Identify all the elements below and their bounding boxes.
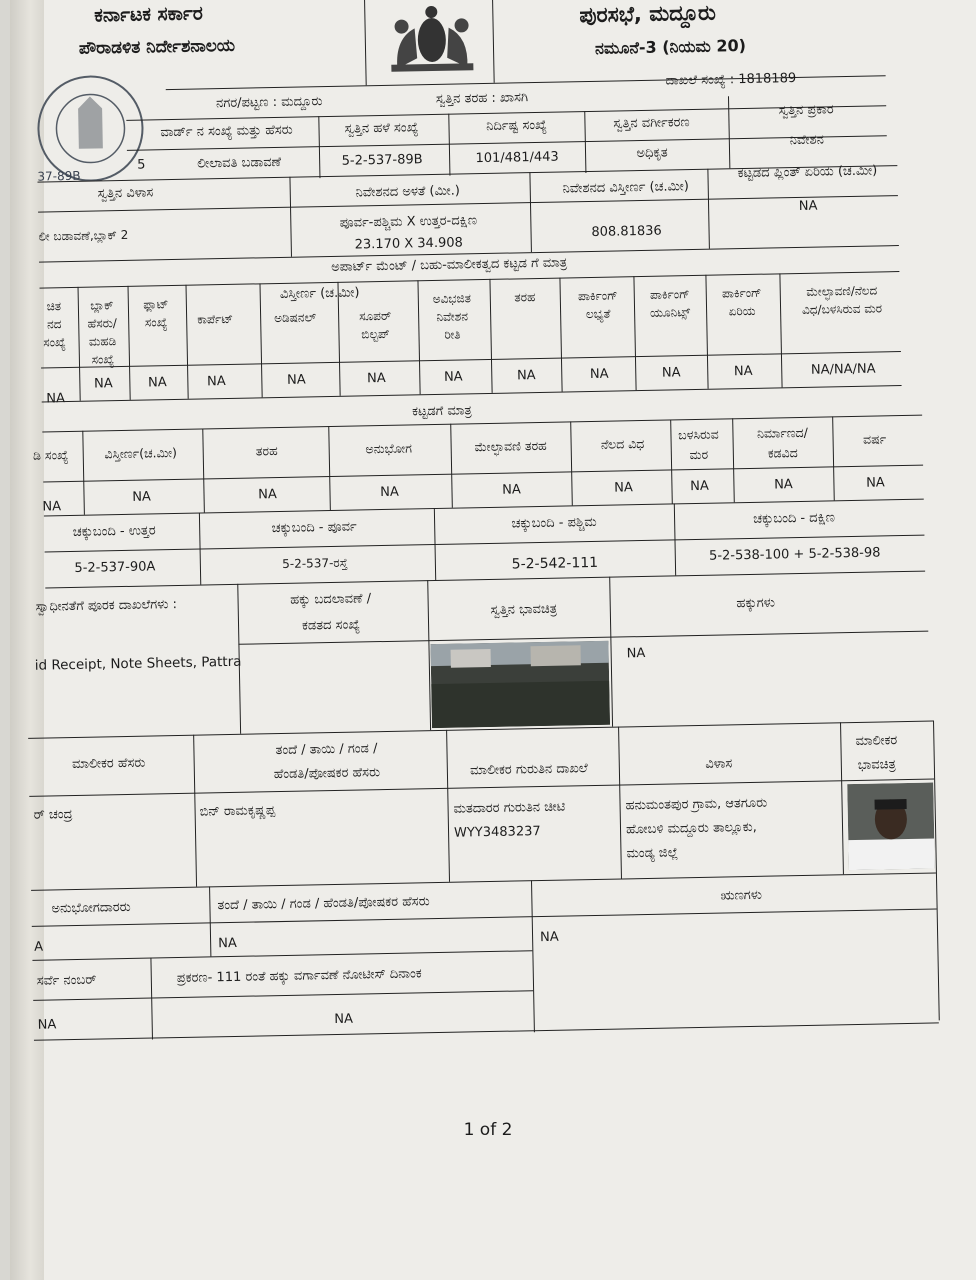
apartment-header-1-line-0: ಬ್ಲಾಕ್ [90, 298, 114, 313]
owner-id-header: ಮಾಲೀಕರ ಗುರುತಿನ ದಾಖಲೆ [469, 761, 588, 779]
building-col-divider-0 [82, 431, 85, 515]
rights-value: NA [626, 646, 646, 662]
dimension-header: ನಿವೇಶನದ ಅಳತೆ (ಮೀ.) [355, 183, 461, 201]
building-col-divider-5 [670, 419, 673, 503]
building-col-divider-7 [832, 416, 835, 500]
apartment-header-9-line-1: ಯೂನಿಟ್ಸ್ [649, 305, 691, 320]
apartment-header-7-line-0: ತರಹ [514, 290, 536, 305]
apartment-title: ಅಪಾರ್ಟ್ ಮೆಂಟ್ / ಬಹು-ಮಾಲೀಕತ್ವದ ಕಟ್ಟಡ ಗೆ ಮಾತ್ರ [331, 255, 568, 275]
old-no-header: ಸ್ವತ್ತಿನ ಹಳೆ ಸಂಖ್ಯೆ [344, 120, 419, 137]
stamp-text: 37-89B [37, 168, 81, 184]
karnataka-emblem-icon [376, 0, 488, 79]
classification-value: ಅಧಿಕೃತ [636, 145, 668, 162]
docs-header: ಸ್ವಾಧೀನತೆಗೆ ಪೂರಕ ದಾಖಲೆಗಳು : [35, 596, 178, 615]
apartment-header-2-line-1: ಸಂಖ್ಯೆ [144, 315, 168, 330]
plinth-header: ಕಟ್ಟಡದ ಪ್ಲಿಂತ್ ಏರಿಯ (ಚ.ಮೀ) [737, 163, 878, 182]
owner-relation-header-1: ತಂದೆ / ತಾಯಿ / ಗಂಡ / [275, 741, 378, 759]
photo-header: ಸ್ವತ್ತಿನ ಭಾವಚಿತ್ರ [490, 601, 558, 618]
apartment-col-divider-1 [128, 286, 131, 400]
apartment-header-8-line-1: ಲಭ್ಯತೆ [585, 306, 611, 322]
building-header-0-line-0: ಡಿ ಸಂಖ್ಯೆ [32, 447, 69, 463]
owner-relation-value: ಬಿನ್ ರಾಮಕೃಷ್ಣಪ್ಪ [199, 803, 276, 820]
building-value-7: NA [773, 477, 793, 493]
apartment-value-6: NA [443, 369, 463, 385]
docs-value: id Receipt, Note Sheets, Pattra [34, 653, 242, 674]
directorate-title: ಪೌರಾಡಳಿತ ನಿರ್ದೇಶನಾಲಯ [78, 35, 236, 59]
apartment-col-divider-6 [489, 279, 492, 393]
survey-header: ಸರ್ವೆ ನಂಬರ್ [36, 972, 97, 989]
apartment-col-divider-5 [417, 280, 420, 394]
transfer-header-2: ಕಡತದ ಸಂಖ್ಯೆ [301, 617, 361, 634]
building-col-divider-4 [570, 421, 573, 505]
survey-value: NA [37, 1017, 57, 1033]
building-header-6-line-0: ಬಳಸಿರುವ [678, 426, 719, 443]
building-title: ಕಟ್ಟಡಗೆ ಮಾತ್ರ [412, 403, 472, 420]
building-header-3-line-0: ಅನುಭೋಗ [365, 440, 413, 457]
apartment-col-divider-10 [779, 273, 782, 387]
assessment-header: ನಿರ್ದಿಷ್ಟ ಸಂಖ್ಯೆ [486, 117, 548, 134]
address-value: ಲೀ ಬಡಾವಣೆ,ಬ್ಲಾಕ್ 2 [38, 227, 129, 244]
owner-address-header: ವಿಳಾಸ [705, 756, 733, 772]
apartment-value-2: NA [147, 375, 167, 391]
building-header-7-line-1: ಕಡವಿದ [767, 445, 798, 461]
owner-photo-header-2: ಭಾವಚಿತ್ರ [857, 757, 896, 773]
building-col-divider-3 [450, 424, 453, 508]
apartment-header-5-line-1: ಬಿಲ್ಟಪ್ [361, 326, 390, 342]
apartment-value-8: NA [589, 366, 609, 383]
building-value-0: NA [42, 499, 62, 515]
rights-header: ಹಕ್ಕುಗಳು [736, 595, 776, 612]
apartment-header-4-line-0: ಅಡಿಷನಲ್ [274, 310, 317, 326]
building-value-3: NA [380, 484, 399, 501]
plinth-value: NA [798, 198, 818, 214]
apartment-header-1-line-3: ಸಂಖ್ಯೆ [91, 352, 115, 367]
owner-address-line2: ಹೋಬಳಿ ಮದ್ದೂರು ತಾಲ್ಲೂಕು, [625, 819, 757, 838]
ward-number: 5 [137, 157, 146, 173]
apartment-value-11: NA/NA/NA [810, 361, 876, 378]
building-header-7-line-0: ನಿರ್ಮಾಣದ/ [756, 424, 809, 441]
apartment-value-3: NA [206, 374, 226, 390]
boundary-south-value: 5-2-538-100 + 5-2-538-98 [708, 545, 881, 564]
old-no-value: 5-2-537-89B [341, 152, 423, 169]
area-header: ನಿವೇಶನದ ವಿಸ್ತೀರ್ಣ (ಚ.ಮೀ) [562, 179, 689, 197]
boundary-west-value: 5-2-542-111 [511, 554, 599, 573]
apartment-value-10: NA [733, 363, 753, 380]
building-col-divider-6 [732, 418, 735, 502]
apartment-col-divider-2 [185, 285, 188, 399]
apartment-col-divider-8 [633, 276, 636, 390]
dimension-line2: 23.170 X 34.908 [354, 235, 463, 253]
dimension-line1: ಪೂರ್ವ-ಪಶ್ಚಿಮ X ಉತ್ತರ-ದಕ್ಷಿಣ [339, 213, 478, 231]
area-value: 808.81836 [591, 223, 662, 240]
building-header-1-line-0: ವಿಸ್ತೀರ್ಣ(ಚ.ಮೀ) [104, 444, 178, 462]
apartment-area-group: ವಿಸ್ತೀರ್ಣ (ಚ.ಮೀ) [279, 285, 360, 302]
apartment-header-6-line-2: ರೀತಿ [444, 327, 461, 342]
owner-photo-header-1: ಮಾಲೀಕರ [855, 733, 898, 749]
building-value-4: NA [502, 482, 521, 498]
building-col-divider-1 [202, 428, 205, 512]
occupant-header: ಅನುಭೋಗದಾರರು [51, 899, 131, 917]
kind-header: ಸ್ವತ್ತಿನ ಪ್ರಕಾರ [778, 102, 834, 119]
building-value-5: NA [614, 480, 633, 496]
notice-value: NA [334, 1011, 354, 1028]
owner-name-header: ಮಾಲೀಕರ ಹೆಸರು [71, 755, 146, 773]
apartment-header-3-line-0: ಕಾರ್ಪೆಟ್ [197, 311, 234, 327]
town-label: ನಗರ/ಪಟ್ಟಣ : ಮದ್ದೂರು [215, 94, 323, 112]
apartment-header-9-line-0: ಪಾರ್ಕಿಂಗ್ [649, 287, 690, 302]
apartment-header-8-line-0: ಪಾರ್ಕಿಂಗ್ [577, 288, 618, 304]
apartment-header-11-line-1: ವಿಧ/ಬಳಸಿರುವ ಮರ [801, 301, 883, 317]
apartment-header-10-line-1: ಏರಿಯ [728, 303, 756, 319]
building-header-5-line-0: ನೆಲದ ವಿಧ [600, 435, 645, 452]
assessment-value: 101/481/443 [475, 149, 559, 167]
property-photo [430, 641, 610, 728]
boundary-south-label: ಚಕ್ಕುಬಂದಿ - ದಕ್ಷಿಣ [753, 510, 836, 527]
apartment-value-9: NA [661, 365, 681, 381]
kind-value: ನಿವೇಶನ [789, 132, 825, 149]
boundary-north-value: 5-2-537-90A [74, 559, 156, 576]
property-type-label: ಸ್ವತ್ತಿನ ತರಹ : ಖಾಸಗಿ [435, 90, 529, 107]
owner-address-line3: ಮಂಡ್ಯ ಜಿಲ್ಲೆ [626, 845, 679, 862]
occupant-relation-header: ತಂದೆ / ತಾಯಿ / ಗಂಡ / ಹೆಂಡತಿ/ಪೋಷಕರ ಹೆಸರು [217, 894, 430, 914]
boundary-east-value: 5-2-537-ರಸ್ತೆ [282, 555, 348, 571]
boundary-north-label: ಚಕ್ಕುಬಂದಿ - ಉತ್ತರ [72, 523, 156, 540]
apartment-col-divider-3 [259, 283, 262, 397]
apartment-header-0-line-2: ಸಂಖ್ಯೆ [43, 335, 66, 350]
municipality-title: ಪುರಸಭೆ, ಮದ್ದೂರು [579, 0, 717, 28]
ward-name: ಲೀಲಾವತಿ ಬಡಾವಣೆ [197, 154, 282, 172]
apartment-value-5: NA [366, 370, 386, 387]
owner-photo [847, 782, 935, 870]
apartment-header-6-line-1: ನಿವೇಶನ [436, 309, 469, 324]
loans-value: NA [539, 929, 559, 946]
building-header-6-line-1: ಮರ [689, 446, 709, 463]
address-header: ಸ್ವತ್ತಿನ ವಿಳಾಸ [97, 185, 154, 202]
building-header-2-line-0: ತರಹ [255, 443, 278, 459]
apartment-header-0-line-1: ನದ [46, 317, 62, 332]
building-col-divider-2 [328, 426, 331, 510]
apartment-header-10-line-0: ಪಾರ್ಕಿಂಗ್ [721, 285, 762, 301]
building-header-4-line-0: ಮೇಲ್ಛಾವಣಿ ತರಹ [474, 437, 547, 455]
occupant-value: A [34, 939, 44, 955]
apartment-col-divider-0 [78, 287, 81, 401]
page-number: 1 of 2 [463, 1120, 513, 1140]
transfer-header-1: ಹಕ್ಕು ಬದಲಾವಣೆ / [289, 591, 372, 608]
notice-header: ಪ್ರಕರಣ- 111 ರಂತೆ ಹಕ್ಕು ವರ್ಗಾವಣೆ ನೋಟೀಸ್ ದಿನಾಂಕ [176, 966, 422, 987]
apartment-col-divider-9 [705, 275, 708, 389]
apartment-header-1-line-2: ಮಹಡಿ [88, 334, 117, 349]
apartment-header-1-line-1: ಹೆಸರು/ [87, 316, 118, 331]
building-value-1: NA [132, 489, 152, 505]
occupant-relation-value: NA [218, 935, 237, 952]
apartment-value-1: NA [93, 376, 113, 392]
building-value-2: NA [258, 487, 277, 503]
apartment-header-2-line-0: ಫ್ಲಾಟ್ [143, 297, 169, 312]
apartment-header-5-line-0: ಸೂಪರ್ [359, 308, 392, 324]
owner-address-line1: ಹನುಮಂತಪುರ ಗ್ರಾಮ, ಆತಗೂರು [625, 795, 768, 814]
government-title: ಕರ್ನಾಟಕ ಸರ್ಕಾರ [94, 2, 203, 27]
boundary-west-label: ಚಕ್ಕುಬಂದಿ - ಪಶ್ಚಿಮ [511, 514, 597, 532]
apartment-header-0-line-0: ಚಿತ [46, 299, 62, 314]
apartment-col-divider-7 [559, 278, 562, 392]
building-value-8: NA [865, 475, 885, 491]
classification-header: ಸ್ವತ್ತಿನ ವರ್ಗೀಕರಣ [613, 115, 690, 132]
owner-id-value: WYY3483237 [453, 824, 541, 841]
owner-relation-header-2: ಹೆಂಡತಿ/ಪೋಷಕರ ಹೆಸರು [273, 765, 381, 783]
boundary-east-label: ಚಕ್ಕುಬಂದಿ - ಪೂರ್ವ [271, 519, 357, 537]
building-header-8-line-0: ವರ್ಷ [862, 431, 887, 447]
document-number: ದಾಖಲೆ ಸಂಖ್ಯೆ : 1818189 [665, 71, 797, 89]
apartment-value-4: NA [286, 372, 306, 388]
loans-header: ಋಣಗಳು [720, 887, 763, 904]
owner-id-type: ಮತದಾರರ ಗುರುತಿನ ಚೀಟಿ [453, 799, 566, 817]
form-document [14, 0, 954, 1050]
building-value-6: NA [690, 478, 709, 495]
owner-name-value: ರ್ ಚಂದ್ರ [33, 807, 73, 823]
apartment-value-0: NA [46, 391, 66, 407]
apartment-header-6-line-0: ಅವಿಭಜಿತ [432, 291, 472, 307]
apartment-value-7: NA [516, 368, 536, 384]
ward-header: ವಾರ್ಡ್ ನ ಸಂಖ್ಯೆ ಮತ್ತು ಹೆಸರು [160, 122, 293, 141]
apartment-header-11-line-0: ಮೇಲ್ಛಾವಣಿ/ನೆಲದ [806, 283, 878, 299]
form-number: ನಮೂನೆ-3 (ನಿಯಮ 20) [594, 35, 747, 58]
